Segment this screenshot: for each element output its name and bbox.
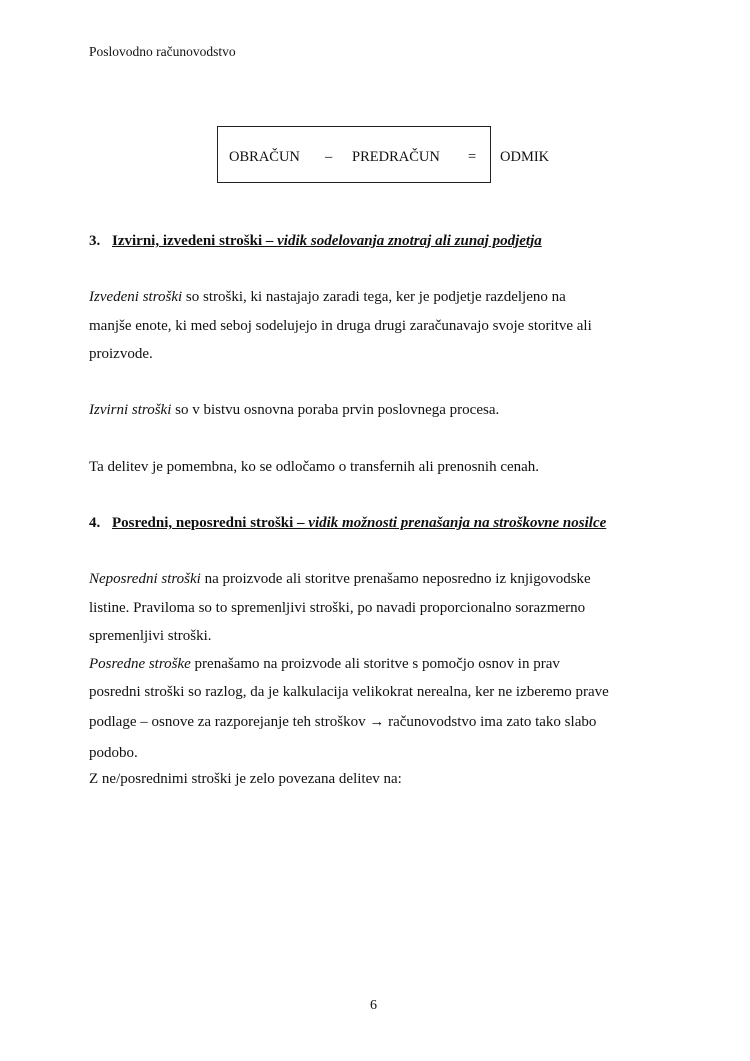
term: Izvirni stroški: [89, 402, 172, 418]
formula-term-b: PREDRAČUN: [352, 149, 440, 165]
heading-subtitle: vidik sodelovanja znotraj ali zunaj podjetja: [277, 233, 542, 249]
paragraph-line: [89, 655, 560, 673]
paragraph-line: posredni stroški so razlog, da je kalkulacija velikokrat nerealna, ker ne izberemo prave: [89, 684, 609, 700]
paragraph-line: Z ne/posrednimi stroški je zelo povezana delitev na:: [89, 771, 402, 787]
page-number: 6: [370, 998, 377, 1013]
term: Posredne stroške: [89, 656, 191, 672]
section-number: 4.: [89, 515, 101, 531]
paragraph-line: proizvode.: [89, 346, 153, 362]
paragraph-line: [89, 570, 591, 588]
formula-equals: =: [468, 149, 477, 165]
heading-title: Posredni, neposredni stroški –: [112, 515, 309, 531]
paragraph-line: Ta delitev je pomembna, ko se odločamo o transfernih ali prenosnih cenah.: [89, 459, 540, 475]
text: so v bistvu osnovna poraba prvin poslovnega procesa.: [171, 402, 500, 418]
text: prenašamo na proizvode ali storitve s pomočjo osnov in prav: [190, 656, 560, 672]
formula-minus: –: [325, 149, 333, 165]
formula-result: ODMIK: [500, 149, 550, 165]
paragraph-line: spremenljivi stroški.: [89, 628, 212, 644]
section-4-heading: [89, 514, 606, 532]
paragraph-line: manjše enote, ki med seboj sodelujejo in druga drugi zaračunavajo svoje storitve ali: [89, 318, 592, 334]
heading-title: Izvirni, izvedeni stroški –: [112, 233, 278, 249]
formula-term-a: OBRAČUN: [229, 149, 300, 165]
term: Izvedeni stroški: [89, 289, 183, 305]
term: Neposredni stroški: [89, 571, 201, 587]
paragraph-line: [89, 288, 566, 306]
text: so stroški, ki nastajajo zaradi tega, ker je podjetje razdeljeno na: [182, 289, 566, 305]
paragraph-line: listine. Praviloma so to spremenljivi stroški, po navadi proporcionalno sorazmerno: [89, 600, 586, 616]
paragraph-line: [89, 401, 499, 419]
text: na proizvode ali storitve prenašamo neposredno iz knjigovodske: [200, 571, 591, 587]
paragraph-line: podobo.: [89, 745, 138, 761]
section-3-heading: [89, 232, 542, 250]
paragraph-line: podlage – osnove za razporejanje teh stroškov → računovodstvo ima zato tako slabo: [89, 714, 597, 730]
formula-underline: [217, 182, 490, 183]
running-header: Poslovodno računovodstvo: [89, 44, 236, 59]
section-number: 3.: [89, 233, 101, 249]
heading-subtitle: vidik možnosti prenašanja na stroškovne nosilce: [308, 515, 607, 531]
